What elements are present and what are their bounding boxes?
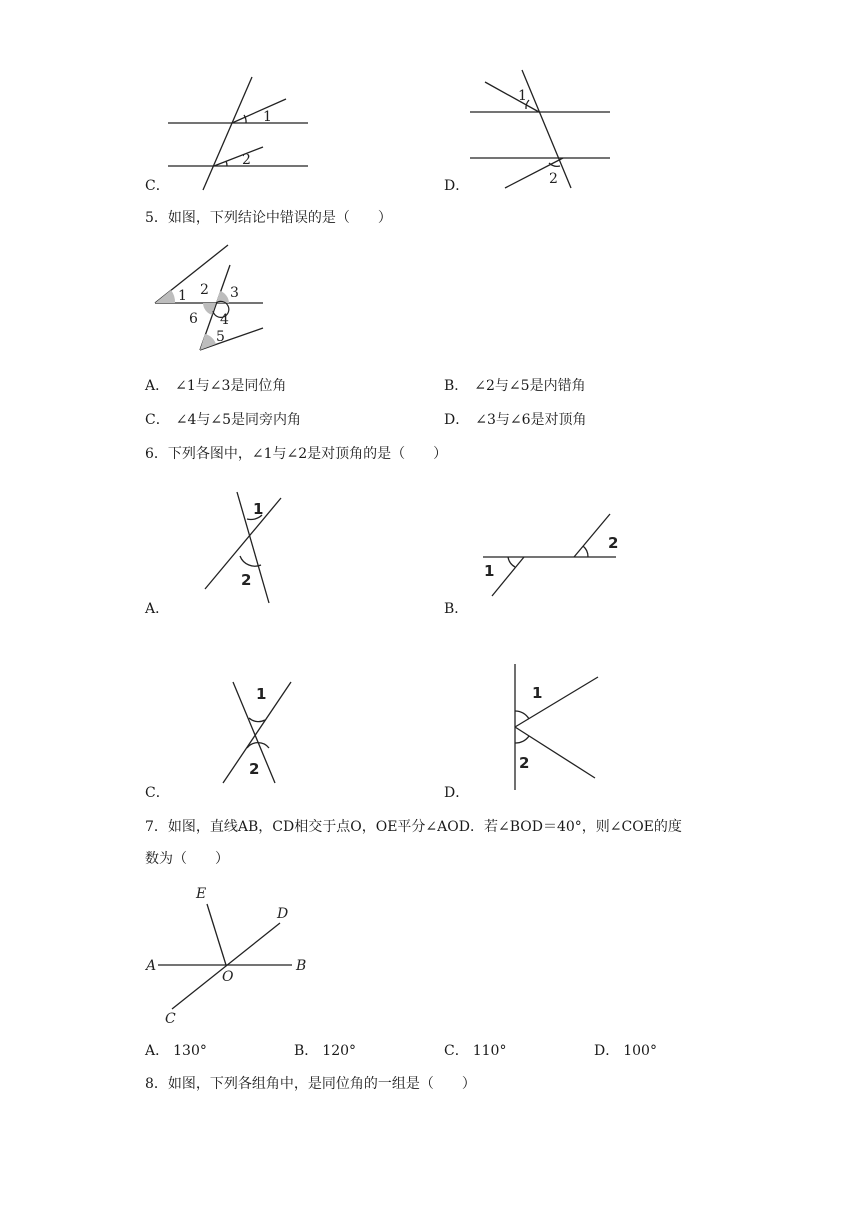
q7-figure [140, 878, 320, 1028]
q4c-angle-1-label: 1 [263, 109, 272, 125]
q4d-angle-1-label: 1 [518, 88, 527, 104]
q7-point-d-label: D [277, 906, 289, 922]
q5-option-b: B． ∠2与∠5是内错角 [444, 378, 586, 394]
q7-option-d: D． 100° [594, 1043, 657, 1059]
q6a-angle-2-label: 2 [241, 571, 252, 589]
q4-figure-d [465, 62, 615, 192]
q5-angle-5-label: 5 [216, 329, 225, 345]
q4-option-d-label: D． [444, 178, 470, 194]
q6-option-b-label: B． [444, 601, 469, 617]
q6-figure-b [478, 510, 628, 602]
q7-point-c-label: C [165, 1011, 176, 1027]
q7-option-b: B． 120° [294, 1043, 357, 1059]
q5-angle-2-label: 2 [200, 282, 209, 298]
q6-option-c-label: C． [145, 785, 170, 801]
q5-angle-4-label: 4 [220, 312, 229, 328]
q5-angle-3-label: 3 [230, 285, 239, 301]
q6c-angle-2-label: 2 [249, 760, 260, 778]
q6a-angle-1-label: 1 [253, 500, 264, 518]
q6-stem: 6．下列各图中，∠1与∠2是对顶角的是（ ） [145, 446, 448, 462]
q5-stem: 5．如图，下列结论中错误的是（ ） [145, 210, 392, 226]
q4-figure-c [160, 72, 320, 194]
q7-option-c: C． 110° [444, 1043, 507, 1059]
q4-option-c-label: C． [145, 178, 170, 194]
q6-option-a-label: A． [145, 601, 170, 617]
q6-option-d-label: D． [444, 785, 470, 801]
q7-point-b-label: B [296, 958, 307, 974]
q7-stem-line1: 7．如图，直线AB，CD相交于点O，OE平分∠AOD．若∠BOD＝40°，则∠COE的度 [145, 819, 682, 835]
q7-stem-line2: 数为（ ） [145, 851, 229, 867]
q5-figure [150, 240, 270, 355]
q6b-angle-1-label: 1 [484, 562, 495, 580]
q5-option-a: A． ∠1与∠3是同位角 [145, 378, 287, 394]
q7-point-a-label: A [146, 958, 157, 974]
q6-figure-c [215, 676, 305, 788]
q4c-angle-2-label: 2 [242, 152, 251, 168]
q8-stem: 8．如图，下列各组角中，是同位角的一组是（ ） [145, 1076, 476, 1092]
q6c-angle-1-label: 1 [256, 685, 267, 703]
q6-figure-d [505, 660, 605, 792]
q6d-angle-1-label: 1 [532, 684, 543, 702]
q5-angle-1-label: 1 [178, 288, 187, 304]
q7-option-a: A． 130° [145, 1043, 207, 1059]
q5-option-d: D． ∠3与∠6是对顶角 [444, 412, 587, 428]
q7-point-o-label: O [222, 969, 234, 985]
q7-point-e-label: E [196, 886, 207, 902]
q5-angle-6-label: 6 [189, 311, 198, 327]
q6-figure-a [195, 488, 290, 608]
q5-option-c: C． ∠4与∠5是同旁内角 [145, 412, 301, 428]
q6b-angle-2-label: 2 [608, 534, 619, 552]
q6d-angle-2-label: 2 [519, 754, 530, 772]
q4d-angle-2-label: 2 [549, 171, 558, 187]
